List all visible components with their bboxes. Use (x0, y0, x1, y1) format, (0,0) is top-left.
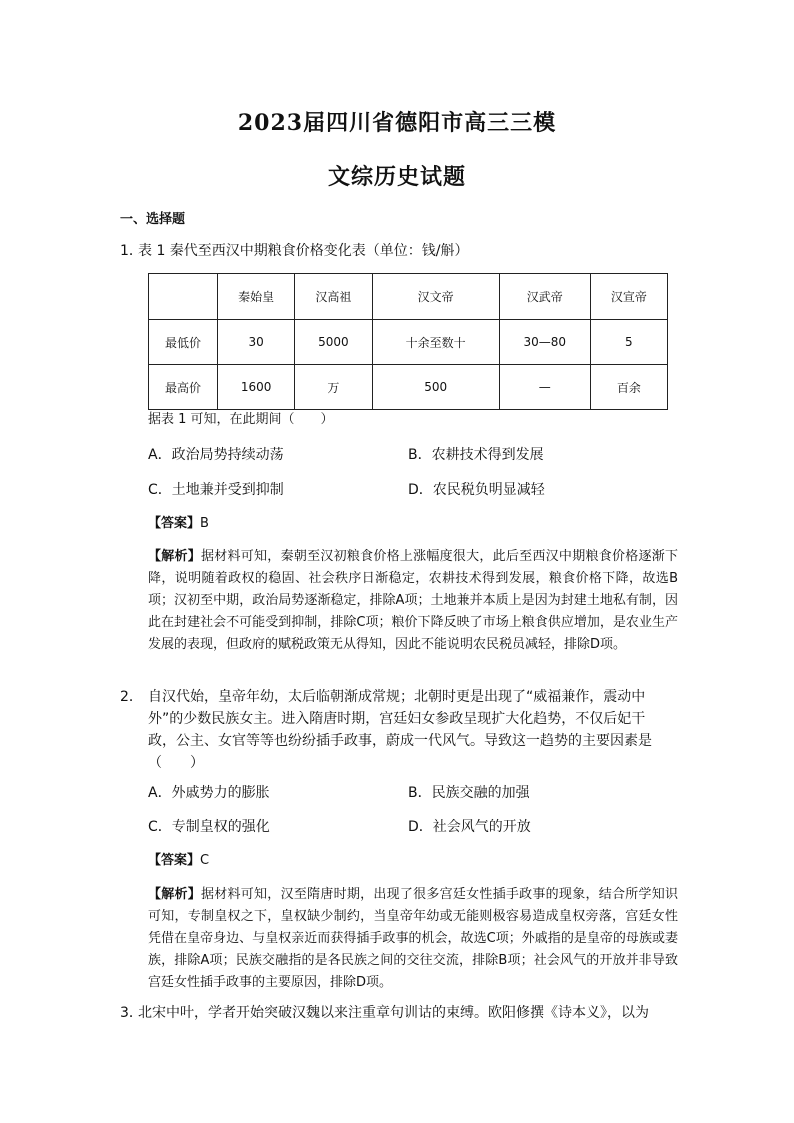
question-1-answer (148, 514, 209, 534)
question-1-option-c[interactable]: C．土地兼并受到抑制 (148, 482, 284, 498)
table-cell: 5 (590, 320, 667, 365)
question-1-text: 表 1 秦代至西汉中期粮食价格变化表（单位：钱/斛） (138, 243, 469, 259)
table-cell: 1600 (218, 365, 295, 410)
question-2-text: 自汉代始，皇帝年幼，太后临朝渐成常规；北朝时更是出现了“威福兼作，震动中外”的少数民族女主。进入隋唐时期，宫廷妇女参政呈现扩大化趋势，不仅后妃干政，公主、女官等等也纷纷插手政事，蔚成一代风气。导致这一趋势的主要因素是（ ） (148, 689, 652, 771)
question-2-number: 2． (120, 689, 143, 705)
document-title: 2023届四川省德阳市高三三模 (237, 110, 557, 136)
question-1-stem (120, 240, 680, 262)
explanation-text: 据材料可知，秦朝至汉初粮食价格上涨幅度很大，此后至西汉中期粮食价格逐渐下降，说明随着政权的稳固、社会秩序日渐稳定，农耕技术得到发展，粮食价格下降，故选B项；汉初至中期，政治局势逐渐稳定，排除A项；土地兼并本质上是因为封建土地私有制，因此在封建社会不可能受到抑制，排除C项；粮价下降反映了市场上粮食供应增加，是农业生产发展的表现，但政府的赋税政策无从得知，因此不能说明农民税员减轻，排除D项。 (148, 549, 678, 652)
table-cell: 30 (218, 320, 295, 365)
question-1-option-a[interactable]: A．政治局势持续动荡 (148, 447, 284, 463)
table-header-row (149, 274, 668, 320)
table-cell: — (499, 365, 590, 410)
question-3-stem (120, 1002, 680, 1024)
explanation-label: 【解析】 (148, 887, 202, 902)
section-heading: 一、选择题 (120, 212, 186, 227)
question-2-option-a[interactable]: A．外戚势力的膨胀 (148, 785, 270, 801)
table-cell: 万 (295, 365, 372, 410)
table-header-cell (149, 274, 218, 320)
table-cell: 5000 (295, 320, 372, 365)
question-3-text: 北宋中叶，学者开始突破汉魏以来注重章句训诂的束缚。欧阳修撰《诗本义》，以为 (138, 1005, 649, 1021)
explanation-text: 据材料可知，汉至隋唐时期，出现了很多宫廷女性插手政事的现象，结合所学知识可知，专制皇权之下，皇权缺少制约，当皇帝年幼或无能则极容易造成皇权旁落，宫廷女性凭借在皇帝身边、与皇权亲近而获得插手政事的机会，故选C项；外戚指的是皇帝的母族或妻族，排除A项；民族交融指的是各民族之间的交往交流，排除B项；社会风气的开放并非导致宫廷女性插手政事的主要原因，排除D项。 (148, 887, 678, 990)
document-subtitle: 文综历史试题 (327, 164, 466, 190)
question-2-answer (148, 851, 209, 871)
price-table (148, 273, 668, 410)
explanation-label: 【解析】 (148, 549, 202, 564)
answer-value: C (200, 853, 210, 868)
table-cell: 十余至数十 (372, 320, 499, 365)
table-header-cell: 秦始皇 (218, 274, 295, 320)
question-2-stem (120, 686, 665, 774)
question-1-number: 1． (120, 243, 143, 259)
answer-label: 【答案】 (148, 853, 201, 868)
answer-label: 【答案】 (148, 516, 201, 531)
question-3-number: 3． (120, 1005, 143, 1021)
table-header-cell: 汉高祖 (295, 274, 372, 320)
table-cell: 最低价 (149, 320, 218, 365)
table-header-cell: 汉文帝 (372, 274, 499, 320)
question-1-explanation (148, 546, 678, 656)
table-cell: 500 (372, 365, 499, 410)
question-2-explanation (148, 884, 678, 994)
table-cell: 百余 (590, 365, 667, 410)
table-row (149, 320, 668, 365)
table-row (149, 365, 668, 410)
question-2-option-d[interactable]: D．社会风气的开放 (408, 819, 531, 835)
question-1-option-d[interactable]: D．农民税负明显减轻 (408, 482, 545, 498)
question-1-prompt: 据表 1 可知，在此期间（ ） (148, 412, 334, 427)
question-1-option-b[interactable]: B．农耕技术得到发展 (408, 447, 544, 463)
answer-value: B (200, 516, 209, 531)
table-cell: 最高价 (149, 365, 218, 410)
table-header-cell: 汉武帝 (499, 274, 590, 320)
table-header-cell: 汉宣帝 (590, 274, 667, 320)
table-cell: 30—80 (499, 320, 590, 365)
question-2-option-c[interactable]: C．专制皇权的强化 (148, 819, 270, 835)
question-2-option-b[interactable]: B．民族交融的加强 (408, 785, 530, 801)
